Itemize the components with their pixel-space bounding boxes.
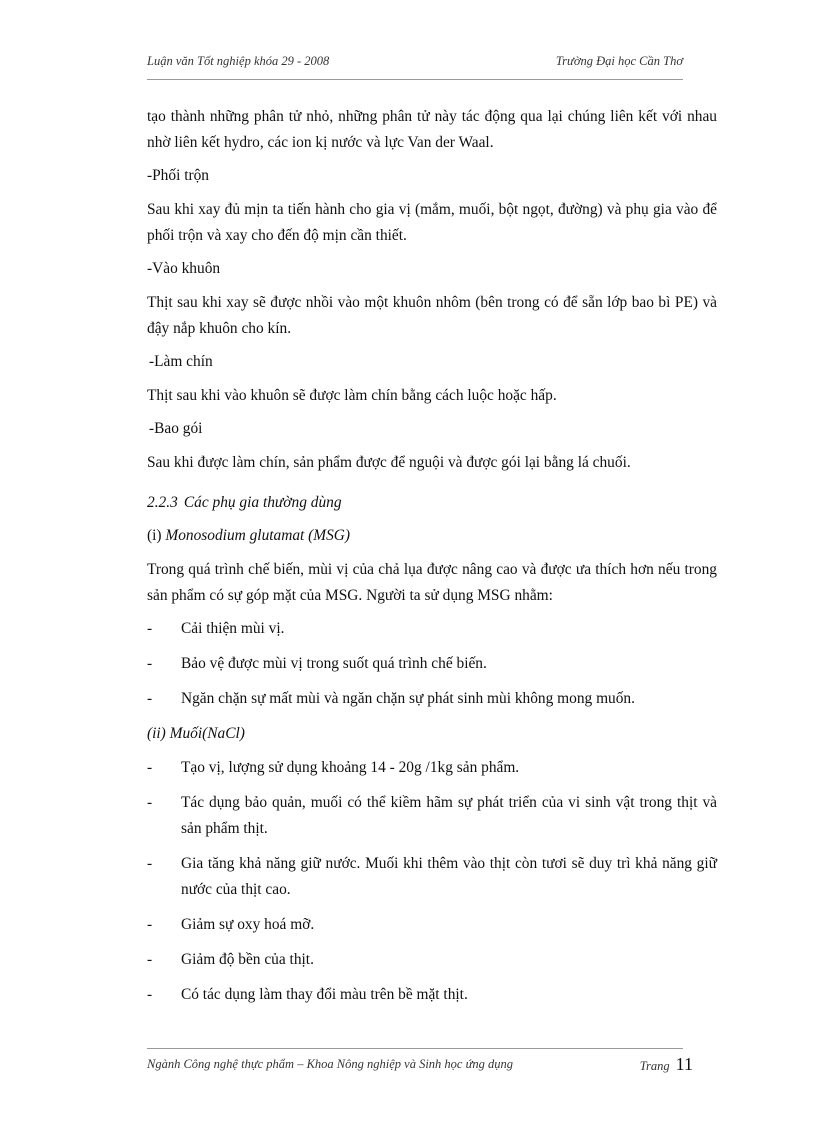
list-item-text: Ngăn chặn sự mất mùi và ngăn chặn sự phát sinh mùi không mong muốn. [181, 690, 635, 707]
step-title: -Phối trộn [147, 167, 209, 184]
list-item [147, 686, 717, 712]
list-item-text: Cải thiện mùi vị. [181, 620, 285, 637]
list-item [147, 790, 717, 842]
list-item [147, 982, 717, 1008]
list-item [147, 947, 717, 973]
page-header [147, 54, 683, 76]
list-item-text: Tạo vị, lượng sử dụng khoảng 14 - 20g /1kg sản phẩm. [181, 759, 520, 776]
list-dash: - [147, 794, 153, 811]
section-title: Các phụ gia thường dùng [183, 494, 342, 511]
header-divider [147, 79, 683, 80]
list-dash: - [147, 690, 153, 707]
step-text: Sau khi xay đủ mịn ta tiến hành cho gia vị (mắm, muối, bột ngọt, đường) và phụ gia vào để phối trộn và xay cho đến độ mịn cần thiết. [147, 201, 717, 244]
list-dash: - [147, 916, 153, 933]
step-text: Thịt sau khi vào khuôn sẽ được làm chín bằng cách luộc hoặc hấp. [147, 387, 557, 404]
page-number: 11 [675, 1054, 693, 1074]
header-university: Trường Đại học Cần Thơ [555, 54, 683, 68]
step-title: -Vào khuôn [147, 260, 221, 277]
list-dash: - [147, 986, 153, 1003]
footer-divider [147, 1048, 683, 1049]
step-title: -Làm chín [149, 353, 213, 370]
list-item [147, 651, 717, 677]
list-item-text: Có tác dụng làm thay đổi màu trên bề mặt thịt. [181, 986, 468, 1003]
list-dash: - [147, 951, 153, 968]
list-item-text: Giảm độ bền của thịt. [181, 951, 314, 968]
list-dash: - [147, 620, 153, 637]
section-heading [147, 490, 717, 516]
step-text: Sau khi được làm chín, sản phẩm được để nguội và được gói lại bằng lá chuối. [147, 454, 631, 471]
step-title: -Bao gói [149, 420, 203, 437]
list-dash: - [147, 759, 153, 776]
page-number-block [640, 1054, 693, 1075]
msg-heading-name: Monosodium glutamat (MSG) [165, 527, 351, 544]
list-item-text: Giảm sự oxy hoá mỡ. [181, 916, 315, 933]
footer-department: Ngành Công nghệ thực phẩm – Khoa Nông nghiệp và Sinh học ứng dụng [147, 1057, 514, 1071]
intro-paragraph: tạo thành những phân tử nhỏ, những phân tử này tác động qua lại chúng liên kết với nhau nhờ liên kết hydro, các ion kị nước và lực Van der Waal. [147, 108, 717, 151]
msg-heading-prefix: (i) [147, 527, 166, 544]
list-item-text: Tác dụng bảo quản, muối có thể kiềm hãm sự phát triển của vi sinh vật trong thịt và sản phẩm thịt. [181, 794, 717, 837]
page-label: Trang [639, 1059, 670, 1073]
list-dash: - [147, 855, 153, 872]
msg-intro: Trong quá trình chế biến, mùi vị của chả lụa được nâng cao và được ưa thích hơn nếu trong sản phẩm có sự góp mặt của MSG. Người ta sử dụng MSG nhằm: [147, 561, 717, 604]
section-number: 2.2.3 [147, 494, 178, 511]
list-item-text: Bảo vệ được mùi vị trong suốt quá trình chế biến. [181, 655, 487, 672]
list-item [147, 912, 717, 938]
list-item [147, 616, 717, 642]
list-item [147, 851, 717, 903]
page-body [147, 104, 717, 1017]
page-footer [147, 1054, 697, 1078]
step-text: Thịt sau khi xay sẽ được nhồi vào một khuôn nhôm (bên trong có để sẵn lớp bao bì PE) và đậy nắp khuôn cho kín. [147, 294, 717, 337]
list-item [147, 755, 717, 781]
salt-heading: (ii) Muối(NaCl) [147, 725, 245, 742]
msg-heading [147, 523, 717, 549]
list-item-text: Gia tăng khả năng giữ nước. Muối khi thêm vào thịt còn tươi sẽ duy trì khả năng giữ nước của thịt cao. [181, 855, 717, 898]
header-thesis-title: Luận văn Tốt nghiệp khóa 29 - 2008 [147, 54, 330, 68]
list-dash: - [147, 655, 153, 672]
